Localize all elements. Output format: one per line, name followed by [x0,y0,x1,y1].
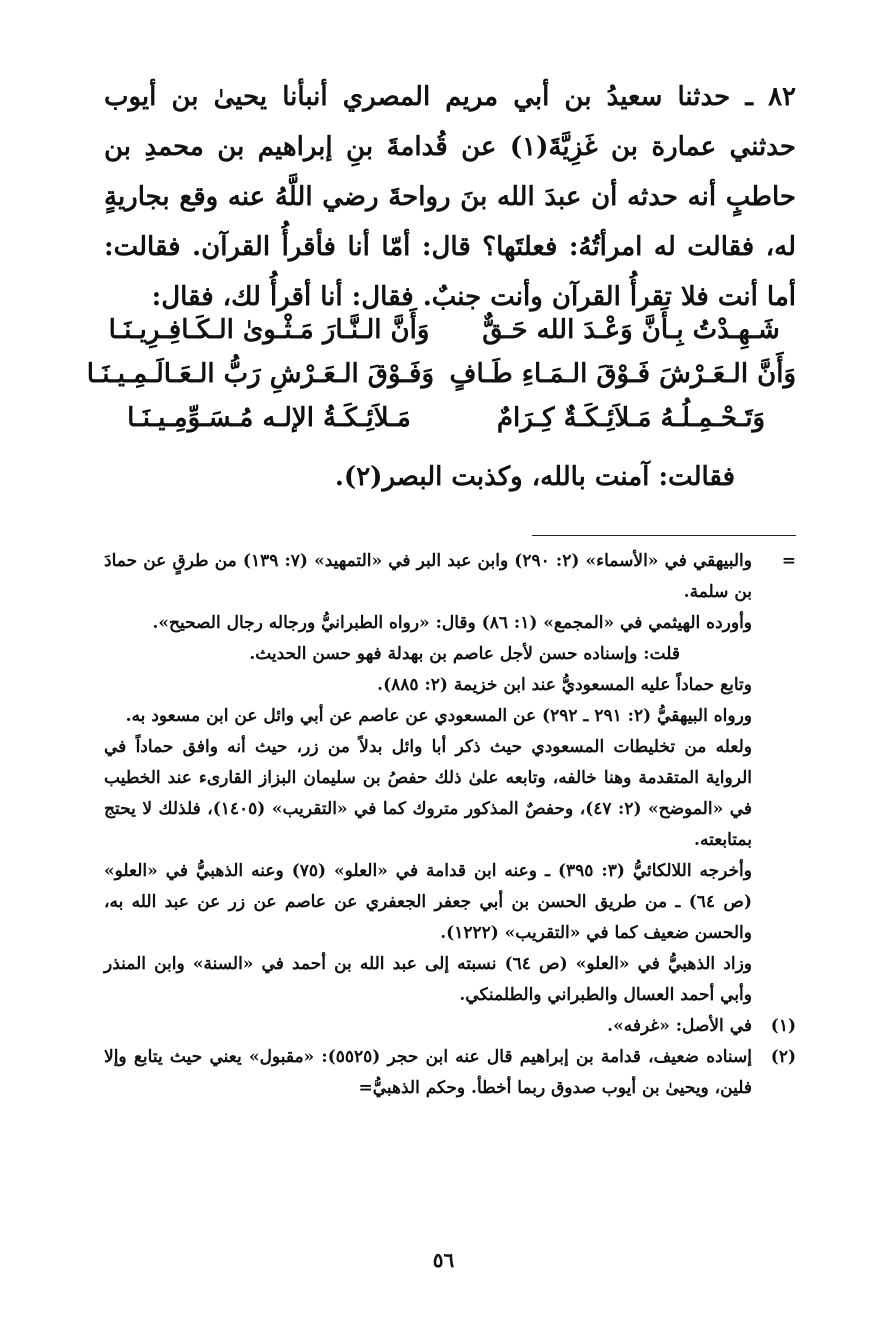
footnote-number: (٢) [770,1047,796,1067]
verse-first-hemistich: وَأَنَّ الـعَـرْشَ فَـوْقَ الـمَـاءِ طَـافٍ [449,359,796,389]
verse-second-hemistich: وَفَـوْقَ الـعَـرْشِ رَبُّ الـعَـالَـمِـيـنَـا [86,359,434,389]
footnote-text: وأخرجه اللالكائيُّ (٣: ٣٩٥) ـ وعنه ابن قدامة في «العلو» (٧٥) وعنه الذهبيُّ في «العلو» (ص ٦٤) ـ من طريق الحسن بن أبي جعفر الجعفري عن عاصم عن زر عن عبد الله به، والحسن ضعيف كما في «التقريب» (١٢٢٢). [104,861,752,943]
footnote-text: والبيهقي في «الأسماء» (٢: ٢٩٠) وابن عبد البر في «التمهيد» (٧: ١٣٩) من طرقٍ عن حمادَ بن سلمة. [104,551,752,602]
footnote-text: وتابع حماداً عليه المسعوديُّ عند ابن خزيمة (٢: ٨٨٥). [377,675,752,695]
verse-line [104,396,796,440]
footnote-2 [104,1042,796,1104]
footnote-text: ولعله من تخليطات المسعودي حيث ذكر أبا وائل بدلاً من زر، حيث أنه وافق حماداً في الرواية المتقدمة وهنا خالفه، وتابعه علىٰ ذلك حفصُ بن سليمان البزاز القارىء عند الخطيب في «الموضح» (٢: ٤٧)، وحفصٌ المذكور متروك كما في «التقريب» (١٤٠٥)، فلذلك لا يحتج بمتابعته. [104,737,753,850]
footnote-paragraph [104,732,796,856]
page-number: ٥٦ [432,1248,455,1272]
verse-line [86,352,796,396]
footnote-continued [104,546,796,608]
verse-first-hemistich: وَتَـحْـمِـلُـهُ مَـلاَئِـكَـةٌ كِـرَامٌ [496,403,766,433]
footnote-1 [104,1011,796,1042]
footnote-text: في الأصل: «غرفه». [607,1016,752,1036]
verse-line [104,308,796,352]
footnote-text: ورواه البيهقيُّ (٢: ٢٩١ ـ ٢٩٢) عن المسعودي عن عاصم عن أبي وائل عن ابن مسعود به. [125,706,752,726]
footnote-separator [532,535,796,536]
footnote-paragraph [104,701,796,732]
footnote-text: إسناده ضعيف، قدامة بن إبراهيم قال عنه ابن حجر (٥٥٢٥): «مقبول» يعني حيث يتابع وإلا فلين، ويحيىٰ بن أيوب صدوق ربما أخطأ. وحكم الذهبيُّ= [104,1047,752,1098]
footnote-paragraph [104,949,796,1011]
footnote-paragraph [104,670,796,701]
verse-second-hemistich: مَـلاَئِـكَـةُ الإلـه مُـسَـوِّمِـيـنَـا [127,403,411,433]
main-text [104,72,796,322]
footnote-text: قلت: وإسناده حسن لأجل عاصم بن بهدلة فهو حسن الحديث. [249,644,680,664]
verse-first-hemistich: شَـهِـدْتُ بِـأَنَّ وَعْـدَ الله حَـقٌّ [482,315,780,345]
footnote-text: وأورده الهيثمي في «المجمع» (١: ٨٦) وقال: «رواه الطبرانيُّ ورجاله رجال الصحيح». [152,613,752,633]
footnote-paragraph [104,608,796,639]
poem-verses [86,308,796,440]
continuation-marker: = [781,551,796,571]
verse-second-hemistich: وَأَنَّ الـنَّـارَ مَـثْـوىٰ الـكَـافِـرِيـنَـا [108,315,430,345]
closing-line: فقالت: آمنت بالله، وكذبت البصر(٢). [334,462,735,492]
footnote-number: (١) [770,1016,796,1036]
footnote-text: وزاد الذهبيُّ في «العلو» (ص ٦٤) نسبته إلى عبد الله بن أحمد في «السنة» وابن المنذر وأبي أحمد العسال والطبراني والطلمنكي. [104,954,752,1005]
footnote-paragraph [104,856,796,949]
footnote-paragraph [104,639,796,670]
footnotes [104,546,796,1104]
hadith-paragraph: ٨٢ ـ حدثنا سعيدُ بن أبي مريم المصري أنبأنا يحيىٰ بن أيوب حدثني عمارة بن غَزِيَّةَ(١) عن قُدامةَ بنِ إبراهيم بن محمدِ بن حاطبٍ أنه حدثه أن عبدَ الله بنَ رواحةَ رضي اللَّهُ عنه وقع بجاريةٍ له، فقالت له امرأتُهُ: فعلتَها؟ قال: أمّا أنا فأقرأُ القرآن. فقالت: أما أنت فلا تقرأُ القرآن وأنت جنبٌ. فقال: أنا أقرأُ لك، فقال: [104,82,797,312]
